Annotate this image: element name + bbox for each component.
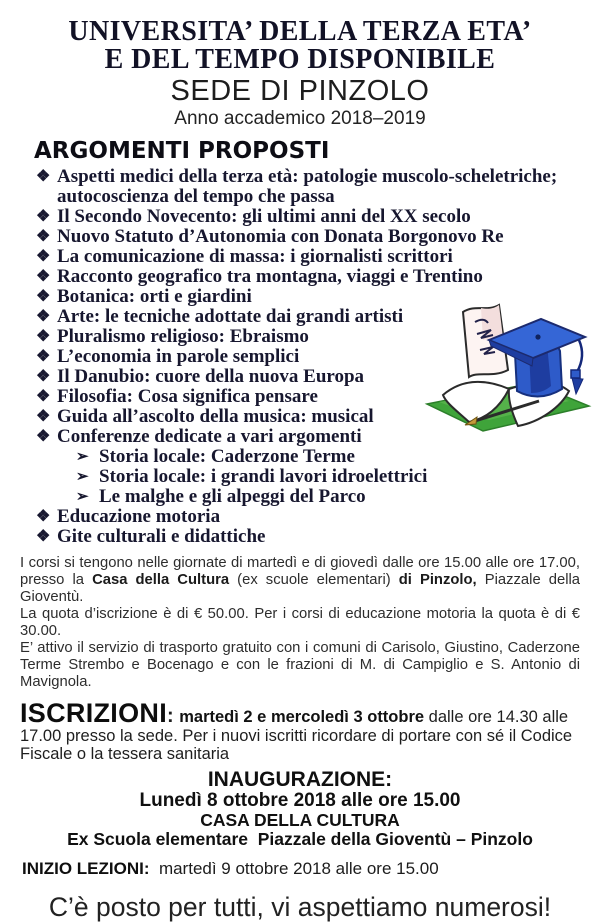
topic-text: Il Secondo Novecento: gli ultimi anni del XX secolo — [57, 206, 471, 227]
diamond-bullet-icon: ❖ — [36, 168, 51, 185]
topic-subitem — [76, 467, 588, 487]
inauguration-address: Ex Scuola elementare Piazzale della Gioventù – Pinzolo — [67, 828, 533, 849]
transport-info-paragraph: E’ attivo il servizio di trasporto gratuito con i comuni di Carisolo, Giustino, Caderzone Terme Strembo e Bocenago e con le frazioni di M. di Campiglio e S. Antonio di Mavignola. — [20, 640, 580, 690]
diamond-bullet-icon: ❖ — [36, 348, 51, 365]
enrollment-colon: : — [167, 705, 180, 727]
topic-item — [36, 247, 588, 267]
course-info-text: Piazzale della Gioventù. — [20, 572, 581, 605]
mortarboard-button — [535, 334, 540, 339]
topic-text: Educazione motoria — [57, 506, 221, 527]
topic-text: Nuovo Statuto d’Autonomia con Donata Borgonovo Re — [57, 226, 504, 247]
diamond-bullet-icon: ❖ — [36, 288, 51, 305]
graduation-cap-diploma-clipart — [419, 298, 593, 448]
arrow-bullet-icon: ➢ — [76, 489, 89, 505]
topic-item — [36, 167, 588, 207]
diamond-bullet-icon: ❖ — [36, 388, 51, 405]
enrollment-dates-bold: martedì 2 e mercoledì 3 ottobre — [179, 708, 425, 726]
enrollment-paragraph — [20, 698, 580, 764]
arrow-bullet-icon: ➢ — [76, 449, 89, 465]
topic-text: Guida all’ascolto della musica: musical — [57, 406, 374, 427]
topic-text: L’economia in parole semplici — [57, 346, 300, 367]
course-info-text: I corsi si tengono nelle giornate di martedì e di giovedì dalle ore 15.00 alle ore 17.00, presso la — [20, 555, 580, 588]
arrow-bullet-icon: ➢ — [76, 469, 89, 485]
diamond-bullet-icon: ❖ — [36, 368, 51, 385]
lessons-start-text: martedì 9 ottobre 2018 alle ore 15.00 — [149, 858, 439, 878]
inauguration-block — [0, 769, 600, 849]
closing-line: C’è posto per tutti, vi aspettiamo numerosi! — [48, 891, 552, 922]
topic-item — [36, 507, 588, 527]
diamond-bullet-icon: ❖ — [36, 208, 51, 225]
page-title-line1: UNIVERSITA’ DELLA TERZA ETA’ — [68, 16, 532, 47]
topic-item — [36, 227, 588, 247]
diamond-bullet-icon: ❖ — [36, 428, 51, 445]
location-subtitle: SEDE DI PINZOLO — [170, 75, 430, 107]
enrollment-label: ISCRIZIONI — [20, 698, 168, 728]
diamond-bullet-icon: ❖ — [36, 228, 51, 245]
diamond-bullet-icon: ❖ — [36, 408, 51, 425]
topic-text: Pluralismo religioso: Ebraismo — [57, 326, 309, 347]
topic-text: Arte: le tecniche adottate dai grandi artisti — [57, 306, 404, 327]
topic-subitem — [76, 447, 588, 467]
topic-item — [36, 527, 588, 547]
topic-text: Il Danubio: cuore della nuova Europa — [57, 366, 365, 387]
topic-text: Storia locale: i grandi lavori idroelettrici — [99, 466, 428, 487]
diamond-bullet-icon: ❖ — [36, 268, 51, 285]
diamond-bullet-icon: ❖ — [36, 508, 51, 525]
inauguration-heading: INAUGURAZIONE: — [207, 767, 393, 791]
diamond-bullet-icon: ❖ — [36, 308, 51, 325]
venue-name-bold: Casa della Cultura — [92, 572, 230, 588]
inauguration-date: Lunedì 8 ottobre 2018 alle ore 15.00 — [139, 789, 461, 811]
course-info-paragraph — [20, 555, 580, 606]
diamond-bullet-icon: ❖ — [36, 528, 51, 545]
topic-text: Botanica: orti e giardini — [57, 286, 252, 307]
inauguration-venue: CASA DELLA CULTURA — [200, 809, 400, 830]
fee-info-paragraph: La quota d’iscrizione è di € 50.00. Per i corsi di educazione motoria la quota è di € 30.00. — [20, 606, 580, 639]
tassel-cord — [577, 340, 582, 372]
topic-subitem — [76, 487, 588, 507]
topic-text: Filosofia: Cosa significa pensare — [57, 386, 318, 407]
topic-text: Le malghe e gli alpeggi del Parco — [99, 486, 366, 507]
page-title-line2: E DEL TEMPO DISPONIBILE — [104, 44, 496, 75]
academic-year: Anno accademico 2018–2019 — [174, 108, 426, 129]
lessons-start-label: INIZIO LEZIONI: — [22, 858, 150, 878]
topic-text: Racconto geografico tra montagna, viaggi e Trentino — [57, 266, 483, 287]
topics-heading: ARGOMENTI PROPOSTI — [34, 138, 330, 164]
topic-item — [36, 207, 588, 227]
tassel-tuft — [572, 378, 583, 394]
lessons-start-line — [22, 859, 580, 879]
topic-text: Aspetti medici della terza età: patologie muscolo-scheletriche; autocoscienza del tempo che passa — [57, 166, 558, 207]
topic-text: La comunicazione di massa: i giornalisti scrittori — [57, 246, 453, 267]
course-info-text: (ex scuole elementari) — [229, 572, 399, 588]
diamond-bullet-icon: ❖ — [36, 248, 51, 265]
topic-text: Conferenze dedicate a vari argomenti — [57, 426, 362, 447]
tassel-knot — [571, 370, 580, 378]
header — [0, 0, 600, 129]
enrollment-text: dalle ore 14.30 alle 17.00 presso la sede. Per i nuovi iscritti ricordare di portare con sé il Codice Fiscale o la tessera sanitaria — [20, 708, 573, 763]
town-name-bold: di Pinzolo, — [398, 572, 477, 588]
topic-text: Gite culturali e didattiche — [57, 526, 266, 547]
topic-text: Storia locale: Caderzone Terme — [99, 446, 355, 467]
topic-item — [36, 267, 588, 287]
diamond-bullet-icon: ❖ — [36, 328, 51, 345]
